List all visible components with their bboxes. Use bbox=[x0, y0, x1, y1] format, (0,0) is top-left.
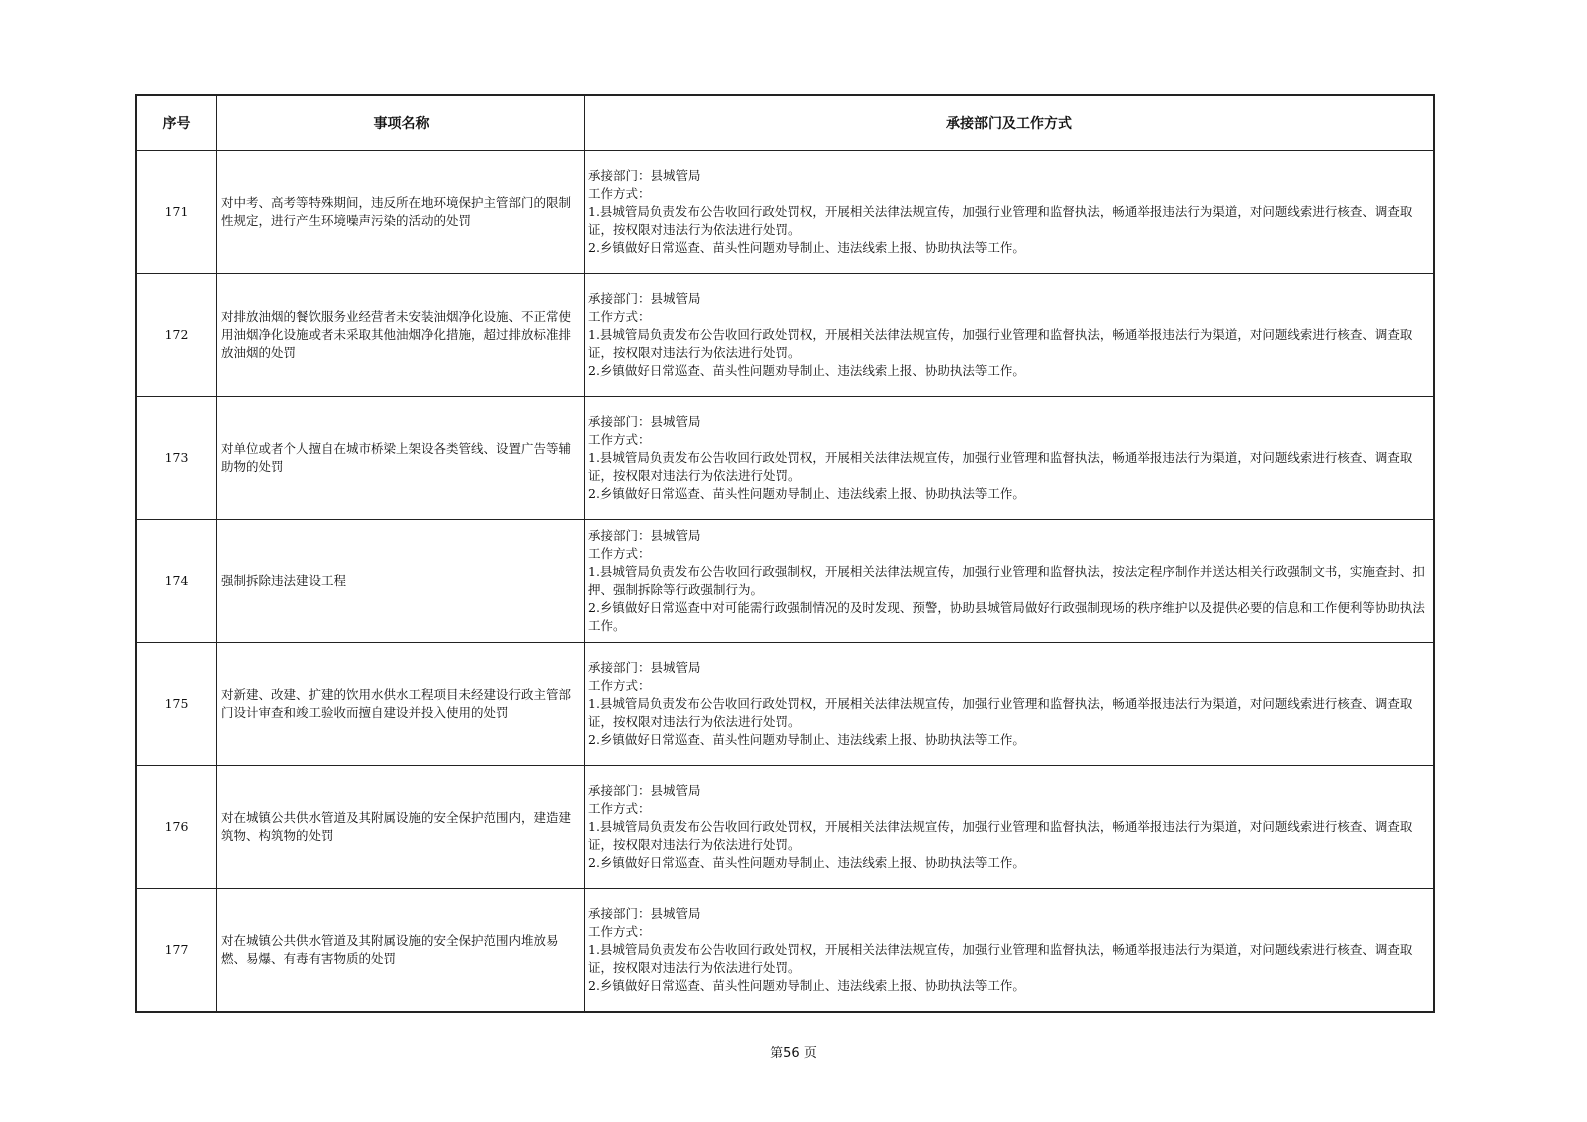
department-method-cell bbox=[585, 889, 1435, 1013]
item-name-cell: 对中考、高考等特殊期间，违反所在地环境保护主管部门的限制性规定，进行产生环境噪声污染的活动的处罚 bbox=[217, 151, 585, 274]
department-line: 承接部门：县城管局 bbox=[588, 291, 701, 306]
department-line: 承接部门：县城管局 bbox=[588, 168, 701, 183]
method-step: 1.县城管局负责发布公告收回行政处罚权，开展相关法律法规宣传，加强行业管理和监督执法，畅通举报违法行为渠道，对问题线索进行核查、调查取证，按权限对违法行为依法进行处罚。 bbox=[588, 450, 1413, 483]
serial-number-cell: 176 bbox=[136, 766, 217, 889]
table-row bbox=[136, 766, 1434, 889]
method-heading: 工作方式： bbox=[588, 186, 651, 201]
item-name-cell: 强制拆除违法建设工程 bbox=[217, 520, 585, 643]
method-heading: 工作方式： bbox=[588, 546, 651, 561]
department-method-cell bbox=[585, 520, 1435, 643]
method-step: 2.乡镇做好日常巡查、苗头性问题劝导制止、违法线索上报、协助执法等工作。 bbox=[588, 363, 1025, 378]
department-method-cell bbox=[585, 766, 1435, 889]
department-method-cell bbox=[585, 274, 1435, 397]
serial-number-cell: 173 bbox=[136, 397, 217, 520]
item-name-cell: 对新建、改建、扩建的饮用水供水工程项目未经建设行政主管部门设计审查和竣工验收而擅自建设并投入使用的处罚 bbox=[217, 643, 585, 766]
method-step: 1.县城管局负责发布公告收回行政强制权，开展相关法律法规宣传，加强行业管理和监督执法，按法定程序制作并送达相关行政强制文书，实施查封、扣押、强制拆除等行政强制行为。 bbox=[588, 564, 1425, 597]
table-row bbox=[136, 151, 1434, 274]
method-step: 2.乡镇做好日常巡查、苗头性问题劝导制止、违法线索上报、协助执法等工作。 bbox=[588, 855, 1025, 870]
table-row bbox=[136, 274, 1434, 397]
item-name-cell: 对在城镇公共供水管道及其附属设施的安全保护范围内，建造建筑物、构筑物的处罚 bbox=[217, 766, 585, 889]
department-method-cell bbox=[585, 643, 1435, 766]
department-line: 承接部门：县城管局 bbox=[588, 906, 701, 921]
method-step: 2.乡镇做好日常巡查中对可能需行政强制情况的及时发现、预警，协助县城管局做好行政强制现场的秩序维护以及提供必要的信息和工作便利等协助执法工作。 bbox=[588, 600, 1425, 633]
department-method-cell bbox=[585, 151, 1435, 274]
page-number: 第56 页 bbox=[770, 1046, 817, 1061]
method-heading: 工作方式： bbox=[588, 801, 651, 816]
item-name-cell: 对排放油烟的餐饮服务业经营者未安装油烟净化设施、不正常使用油烟净化设施或者未采取其他油烟净化措施，超过排放标准排放油烟的处罚 bbox=[217, 274, 585, 397]
method-step: 2.乡镇做好日常巡查、苗头性问题劝导制止、违法线索上报、协助执法等工作。 bbox=[588, 732, 1025, 747]
table-row bbox=[136, 643, 1434, 766]
method-step: 2.乡镇做好日常巡查、苗头性问题劝导制止、违法线索上报、协助执法等工作。 bbox=[588, 978, 1025, 993]
item-name-cell: 对在城镇公共供水管道及其附属设施的安全保护范围内堆放易燃、易爆、有毒有害物质的处罚 bbox=[217, 889, 585, 1013]
method-step: 1.县城管局负责发布公告收回行政处罚权，开展相关法律法规宣传，加强行业管理和监督执法，畅通举报违法行为渠道，对问题线索进行核查、调查取证，按权限对违法行为依法进行处罚。 bbox=[588, 696, 1413, 729]
table-row bbox=[136, 520, 1434, 643]
serial-number-cell: 172 bbox=[136, 274, 217, 397]
table-row bbox=[136, 397, 1434, 520]
department-line: 承接部门：县城管局 bbox=[588, 528, 701, 543]
method-heading: 工作方式： bbox=[588, 432, 651, 447]
header-department-and-method: 承接部门及工作方式 bbox=[585, 95, 1435, 151]
method-heading: 工作方式： bbox=[588, 678, 651, 693]
department-line: 承接部门：县城管局 bbox=[588, 414, 701, 429]
method-heading: 工作方式： bbox=[588, 309, 651, 324]
table-row bbox=[136, 889, 1434, 1013]
method-step: 1.县城管局负责发布公告收回行政处罚权，开展相关法律法规宣传，加强行业管理和监督执法，畅通举报违法行为渠道，对问题线索进行核查、调查取证，按权限对违法行为依法进行处罚。 bbox=[588, 942, 1413, 975]
item-name-cell: 对单位或者个人擅自在城市桥梁上架设各类管线、设置广告等辅助物的处罚 bbox=[217, 397, 585, 520]
method-step: 2.乡镇做好日常巡查、苗头性问题劝导制止、违法线索上报、协助执法等工作。 bbox=[588, 486, 1025, 501]
department-line: 承接部门：县城管局 bbox=[588, 660, 701, 675]
table-header-row bbox=[136, 95, 1434, 151]
header-item-name: 事项名称 bbox=[217, 95, 585, 151]
department-line: 承接部门：县城管局 bbox=[588, 783, 701, 798]
header-serial-number: 序号 bbox=[136, 95, 217, 151]
method-heading: 工作方式： bbox=[588, 924, 651, 939]
serial-number-cell: 171 bbox=[136, 151, 217, 274]
serial-number-cell: 175 bbox=[136, 643, 217, 766]
serial-number-cell: 174 bbox=[136, 520, 217, 643]
department-method-cell bbox=[585, 397, 1435, 520]
method-step: 1.县城管局负责发布公告收回行政处罚权，开展相关法律法规宣传，加强行业管理和监督执法，畅通举报违法行为渠道，对问题线索进行核查、调查取证，按权限对违法行为依法进行处罚。 bbox=[588, 204, 1413, 237]
method-step: 1.县城管局负责发布公告收回行政处罚权，开展相关法律法规宣传，加强行业管理和监督执法，畅通举报违法行为渠道，对问题线索进行核查、调查取证，按权限对违法行为依法进行处罚。 bbox=[588, 819, 1413, 852]
items-table bbox=[135, 94, 1435, 1013]
serial-number-cell: 177 bbox=[136, 889, 217, 1013]
method-step: 1.县城管局负责发布公告收回行政处罚权，开展相关法律法规宣传，加强行业管理和监督执法，畅通举报违法行为渠道，对问题线索进行核查、调查取证，按权限对违法行为依法进行处罚。 bbox=[588, 327, 1413, 360]
table-body bbox=[136, 151, 1434, 1013]
method-step: 2.乡镇做好日常巡查、苗头性问题劝导制止、违法线索上报、协助执法等工作。 bbox=[588, 240, 1025, 255]
